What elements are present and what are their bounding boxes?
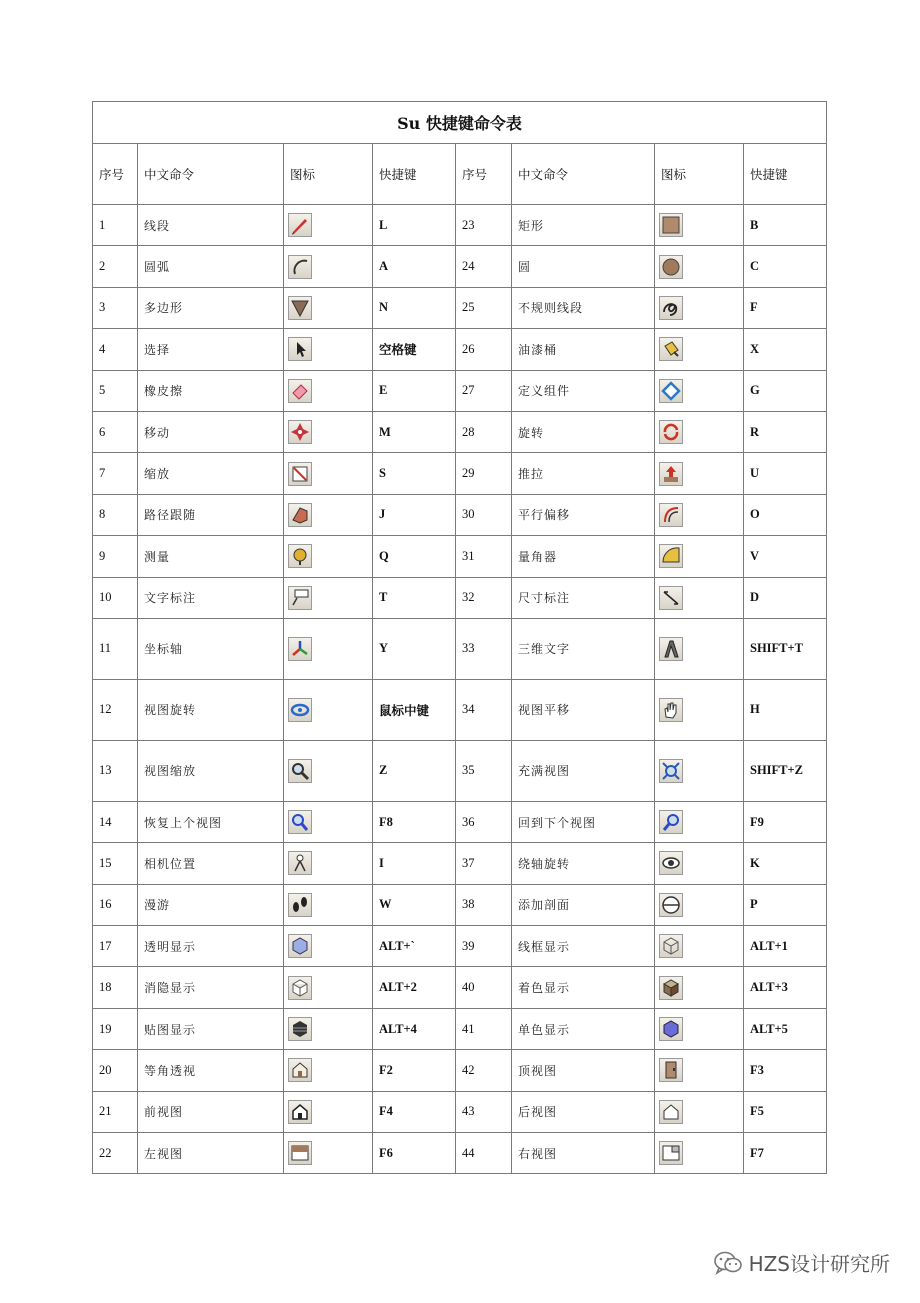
shortcut-key: ALT+1 xyxy=(744,926,827,967)
command-name: 尺寸标注 xyxy=(512,577,655,618)
command-number: 27 xyxy=(456,370,512,411)
command-icon-cell xyxy=(284,577,373,618)
command-icon-cell xyxy=(655,740,744,801)
command-name: 右视图 xyxy=(512,1133,655,1174)
command-number: 2 xyxy=(93,246,138,287)
command-name: 线框显示 xyxy=(512,926,655,967)
table-body xyxy=(93,205,827,1174)
shortcut-key: F3 xyxy=(744,1050,827,1091)
shortcut-key: J xyxy=(373,494,456,535)
command-number: 26 xyxy=(456,329,512,370)
command-name: 油漆桶 xyxy=(512,329,655,370)
shortcut-key: X xyxy=(744,329,827,370)
command-icon-cell xyxy=(284,494,373,535)
command-name: 绕轴旋转 xyxy=(512,843,655,884)
table-row xyxy=(93,577,827,618)
command-icon-cell xyxy=(655,679,744,740)
watermark xyxy=(713,1248,890,1277)
command-number: 16 xyxy=(93,884,138,925)
command-name: 视图旋转 xyxy=(138,679,284,740)
command-number: 17 xyxy=(93,926,138,967)
command-icon-cell xyxy=(655,967,744,1008)
table-title: Su 快捷键命令表 xyxy=(93,102,827,144)
circle-icon[interactable] xyxy=(659,255,683,279)
next-view-icon[interactable] xyxy=(659,810,683,834)
shortcut-key: K xyxy=(744,843,827,884)
command-number: 14 xyxy=(93,801,138,842)
command-name: 测量 xyxy=(138,536,284,577)
command-name: 漫游 xyxy=(138,884,284,925)
position-camera-icon[interactable] xyxy=(288,851,312,875)
command-name: 路径跟随 xyxy=(138,494,284,535)
command-icon-cell xyxy=(655,801,744,842)
command-icon-cell xyxy=(284,926,373,967)
command-name: 单色显示 xyxy=(512,1008,655,1049)
command-name: 量角器 xyxy=(512,536,655,577)
command-number: 13 xyxy=(93,740,138,801)
command-name: 充满视图 xyxy=(512,740,655,801)
zoom-icon[interactable] xyxy=(288,759,312,783)
shortcut-key: 鼠标中键 xyxy=(373,679,456,740)
command-icon-cell xyxy=(284,801,373,842)
shortcut-key: F4 xyxy=(373,1091,456,1132)
table-row xyxy=(93,246,827,287)
command-name: 旋转 xyxy=(512,411,655,452)
table-row xyxy=(93,1133,827,1174)
shortcut-key: H xyxy=(744,679,827,740)
shortcut-key: ALT+2 xyxy=(373,967,456,1008)
command-icon-cell xyxy=(284,679,373,740)
command-icon-cell xyxy=(284,411,373,452)
table-row xyxy=(93,370,827,411)
command-number: 31 xyxy=(456,536,512,577)
polygon-icon[interactable] xyxy=(288,296,312,320)
pencil-icon[interactable] xyxy=(288,213,312,237)
command-icon-cell xyxy=(655,536,744,577)
command-name: 选择 xyxy=(138,329,284,370)
header-shortcut: 快捷键 xyxy=(744,144,827,205)
shortcut-key: L xyxy=(373,205,456,246)
command-number: 32 xyxy=(456,577,512,618)
table-row xyxy=(93,205,827,246)
command-name: 线段 xyxy=(138,205,284,246)
shortcut-key: V xyxy=(744,536,827,577)
command-name: 不规则线段 xyxy=(512,287,655,328)
command-number: 23 xyxy=(456,205,512,246)
command-icon-cell xyxy=(655,453,744,494)
shortcut-key: ALT+5 xyxy=(744,1008,827,1049)
table-row xyxy=(93,967,827,1008)
command-icon-cell xyxy=(655,494,744,535)
shortcut-key: E xyxy=(373,370,456,411)
command-number: 20 xyxy=(93,1050,138,1091)
command-name: 视图平移 xyxy=(512,679,655,740)
command-icon-cell xyxy=(655,370,744,411)
hidden-line-icon[interactable] xyxy=(288,976,312,1000)
command-number: 30 xyxy=(456,494,512,535)
command-name: 移动 xyxy=(138,411,284,452)
command-name: 等角透视 xyxy=(138,1050,284,1091)
shortcut-key: Q xyxy=(373,536,456,577)
command-number: 41 xyxy=(456,1008,512,1049)
command-icon-cell xyxy=(284,740,373,801)
command-icon-cell xyxy=(284,453,373,494)
xray-icon[interactable] xyxy=(288,934,312,958)
iso-view-icon[interactable] xyxy=(288,1058,312,1082)
shortcut-key: F2 xyxy=(373,1050,456,1091)
command-name: 顶视图 xyxy=(512,1050,655,1091)
section-plane-icon[interactable] xyxy=(659,893,683,917)
command-name: 定义组件 xyxy=(512,370,655,411)
table-row xyxy=(93,1050,827,1091)
table-row xyxy=(93,843,827,884)
3d-text-icon[interactable] xyxy=(659,637,683,661)
tape-measure-icon[interactable] xyxy=(288,544,312,568)
command-icon-cell xyxy=(284,246,373,287)
shortcut-key: A xyxy=(373,246,456,287)
follow-me-icon[interactable] xyxy=(288,503,312,527)
command-number: 42 xyxy=(456,1050,512,1091)
table-row xyxy=(93,926,827,967)
move-icon[interactable] xyxy=(288,420,312,444)
shortcut-key: O xyxy=(744,494,827,535)
command-icon-cell xyxy=(655,1091,744,1132)
header-shortcut: 快捷键 xyxy=(373,144,456,205)
top-view-icon[interactable] xyxy=(659,1058,683,1082)
look-around-icon[interactable] xyxy=(659,851,683,875)
eraser-icon[interactable] xyxy=(288,379,312,403)
command-name: 贴图显示 xyxy=(138,1008,284,1049)
command-icon-cell xyxy=(655,618,744,679)
shortcut-key: C xyxy=(744,246,827,287)
command-name: 圆 xyxy=(512,246,655,287)
watermark-text: HZS设计研究所 xyxy=(748,1252,890,1276)
push-pull-icon[interactable] xyxy=(659,462,683,486)
command-icon-cell xyxy=(655,329,744,370)
command-number: 15 xyxy=(93,843,138,884)
make-component-icon[interactable] xyxy=(659,379,683,403)
header-command: 中文命令 xyxy=(512,144,655,205)
command-icon-cell xyxy=(284,329,373,370)
command-number: 40 xyxy=(456,967,512,1008)
command-number: 29 xyxy=(456,453,512,494)
command-number: 44 xyxy=(456,1133,512,1174)
table-row xyxy=(93,1091,827,1132)
command-icon-cell xyxy=(655,843,744,884)
command-number: 11 xyxy=(93,618,138,679)
command-icon-cell xyxy=(655,577,744,618)
shortcut-key: F xyxy=(744,287,827,328)
shortcut-key: ALT+4 xyxy=(373,1008,456,1049)
arc-icon[interactable] xyxy=(288,255,312,279)
command-name: 视图缩放 xyxy=(138,740,284,801)
command-number: 1 xyxy=(93,205,138,246)
command-number: 7 xyxy=(93,453,138,494)
shortcut-key: SHIFT+Z xyxy=(744,740,827,801)
command-name: 透明显示 xyxy=(138,926,284,967)
command-number: 9 xyxy=(93,536,138,577)
command-number: 5 xyxy=(93,370,138,411)
shortcut-key: F9 xyxy=(744,801,827,842)
command-number: 24 xyxy=(456,246,512,287)
paint-bucket-icon[interactable] xyxy=(659,337,683,361)
header-icon: 图标 xyxy=(284,144,373,205)
command-number: 10 xyxy=(93,577,138,618)
table-row xyxy=(93,536,827,577)
shortcut-key: G xyxy=(744,370,827,411)
command-icon-cell xyxy=(655,884,744,925)
walk-footprints-icon[interactable] xyxy=(288,893,312,917)
command-icon-cell xyxy=(284,287,373,328)
left-view-icon[interactable] xyxy=(288,1141,312,1165)
rectangle-icon[interactable] xyxy=(659,213,683,237)
command-icon-cell xyxy=(284,205,373,246)
command-name: 消隐显示 xyxy=(138,967,284,1008)
command-icon-cell xyxy=(655,411,744,452)
command-number: 43 xyxy=(456,1091,512,1132)
command-icon-cell xyxy=(284,1091,373,1132)
header-row xyxy=(93,144,827,205)
command-icon-cell xyxy=(284,843,373,884)
dimension-icon[interactable] xyxy=(659,586,683,610)
back-view-icon[interactable] xyxy=(659,1100,683,1124)
command-number: 36 xyxy=(456,801,512,842)
axes-icon[interactable] xyxy=(288,637,312,661)
freehand-icon[interactable] xyxy=(659,296,683,320)
command-name: 三维文字 xyxy=(512,618,655,679)
command-name: 橡皮擦 xyxy=(138,370,284,411)
table-row xyxy=(93,329,827,370)
table-row xyxy=(93,679,827,740)
command-number: 4 xyxy=(93,329,138,370)
command-icon-cell xyxy=(284,536,373,577)
command-number: 28 xyxy=(456,411,512,452)
monochrome-icon[interactable] xyxy=(659,1017,683,1041)
command-number: 8 xyxy=(93,494,138,535)
shortcut-key: U xyxy=(744,453,827,494)
command-number: 34 xyxy=(456,679,512,740)
shortcut-key: S xyxy=(373,453,456,494)
header-num: 序号 xyxy=(93,144,138,205)
command-icon-cell xyxy=(655,926,744,967)
header-num: 序号 xyxy=(456,144,512,205)
command-name: 前视图 xyxy=(138,1091,284,1132)
command-number: 21 xyxy=(93,1091,138,1132)
command-number: 18 xyxy=(93,967,138,1008)
command-number: 19 xyxy=(93,1008,138,1049)
command-number: 12 xyxy=(93,679,138,740)
wechat-icon xyxy=(713,1250,743,1276)
command-name: 文字标注 xyxy=(138,577,284,618)
command-number: 25 xyxy=(456,287,512,328)
command-number: 38 xyxy=(456,884,512,925)
shortcut-key: N xyxy=(373,287,456,328)
pan-hand-icon[interactable] xyxy=(659,698,683,722)
table-row xyxy=(93,453,827,494)
protractor-icon[interactable] xyxy=(659,544,683,568)
command-name: 着色显示 xyxy=(512,967,655,1008)
command-name: 矩形 xyxy=(512,205,655,246)
shortcut-key: B xyxy=(744,205,827,246)
orbit-icon[interactable] xyxy=(288,698,312,722)
command-number: 37 xyxy=(456,843,512,884)
table-row xyxy=(93,801,827,842)
shortcut-key: F6 xyxy=(373,1133,456,1174)
command-icon-cell xyxy=(284,1008,373,1049)
shortcut-key: W xyxy=(373,884,456,925)
command-name: 回到下个视图 xyxy=(512,801,655,842)
shortcut-key: ALT+3 xyxy=(744,967,827,1008)
table-row xyxy=(93,618,827,679)
command-name: 多边形 xyxy=(138,287,284,328)
command-name: 推拉 xyxy=(512,453,655,494)
zoom-extents-icon[interactable] xyxy=(659,759,683,783)
shortcut-key: D xyxy=(744,577,827,618)
command-name: 圆弧 xyxy=(138,246,284,287)
command-name: 坐标轴 xyxy=(138,618,284,679)
command-number: 35 xyxy=(456,740,512,801)
command-icon-cell xyxy=(655,287,744,328)
shortcut-key: T xyxy=(373,577,456,618)
command-icon-cell xyxy=(284,967,373,1008)
shortcut-key: F8 xyxy=(373,801,456,842)
previous-view-icon[interactable] xyxy=(288,810,312,834)
table-row xyxy=(93,884,827,925)
header-icon: 图标 xyxy=(655,144,744,205)
command-name: 恢复上个视图 xyxy=(138,801,284,842)
rotate-icon[interactable] xyxy=(659,420,683,444)
command-name: 平行偏移 xyxy=(512,494,655,535)
command-number: 39 xyxy=(456,926,512,967)
shortcut-key: Y xyxy=(373,618,456,679)
select-arrow-icon[interactable] xyxy=(288,337,312,361)
command-icon-cell xyxy=(284,370,373,411)
shortcut-key: 空格键 xyxy=(373,329,456,370)
command-number: 3 xyxy=(93,287,138,328)
shortcut-key: F7 xyxy=(744,1133,827,1174)
shortcut-key: R xyxy=(744,411,827,452)
command-icon-cell xyxy=(284,884,373,925)
command-name: 左视图 xyxy=(138,1133,284,1174)
scale-icon[interactable] xyxy=(288,462,312,486)
command-icon-cell xyxy=(655,1050,744,1091)
shortcut-table xyxy=(92,101,827,1174)
command-number: 33 xyxy=(456,618,512,679)
command-name: 添加剖面 xyxy=(512,884,655,925)
command-number: 22 xyxy=(93,1133,138,1174)
command-icon-cell xyxy=(655,205,744,246)
header-command: 中文命令 xyxy=(138,144,284,205)
right-view-icon[interactable] xyxy=(659,1141,683,1165)
command-icon-cell xyxy=(655,246,744,287)
shortcut-key: Z xyxy=(373,740,456,801)
table-row xyxy=(93,740,827,801)
command-number: 6 xyxy=(93,411,138,452)
command-name: 相机位置 xyxy=(138,843,284,884)
shortcut-key: M xyxy=(373,411,456,452)
command-icon-cell xyxy=(655,1008,744,1049)
table-row xyxy=(93,287,827,328)
command-name: 缩放 xyxy=(138,453,284,494)
shaded-icon[interactable] xyxy=(659,976,683,1000)
command-icon-cell xyxy=(655,1133,744,1174)
wireframe-icon[interactable] xyxy=(659,934,683,958)
command-icon-cell xyxy=(284,1133,373,1174)
front-view-icon[interactable] xyxy=(288,1100,312,1124)
shortcut-key: P xyxy=(744,884,827,925)
table-row xyxy=(93,494,827,535)
textured-icon[interactable] xyxy=(288,1017,312,1041)
table-row xyxy=(93,1008,827,1049)
shortcut-key: F5 xyxy=(744,1091,827,1132)
command-name: 后视图 xyxy=(512,1091,655,1132)
shortcut-key: ALT+` xyxy=(373,926,456,967)
table-row xyxy=(93,411,827,452)
shortcut-key: I xyxy=(373,843,456,884)
text-label-icon[interactable] xyxy=(288,586,312,610)
command-icon-cell xyxy=(284,618,373,679)
offset-icon[interactable] xyxy=(659,503,683,527)
command-icon-cell xyxy=(284,1050,373,1091)
shortcut-key: SHIFT+T xyxy=(744,618,827,679)
